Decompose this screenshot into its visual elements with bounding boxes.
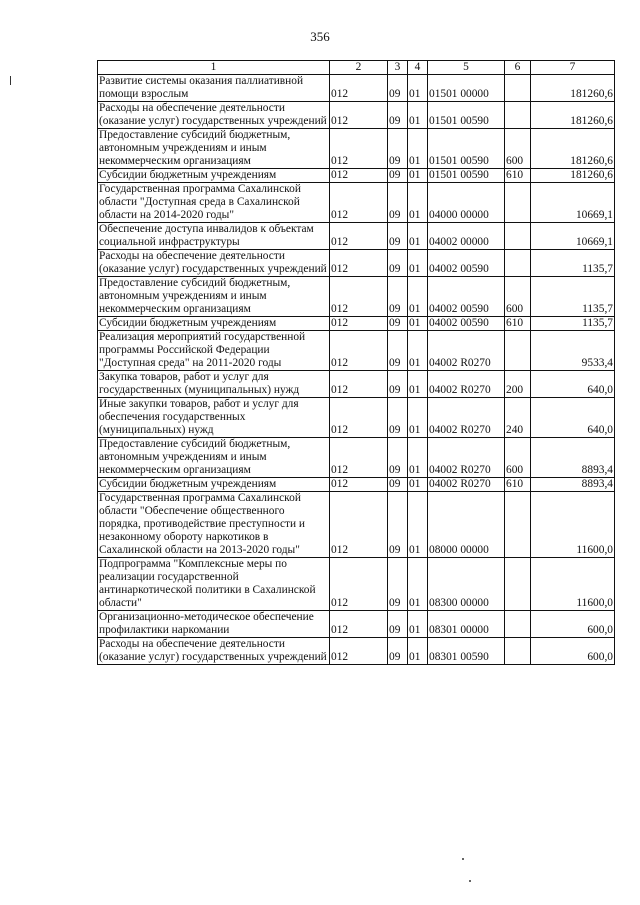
page-number: 356 (310, 29, 330, 44)
target-article-cell: 04002 R0270 (428, 371, 505, 398)
budget-table (97, 60, 615, 665)
section-code-cell: 09 (388, 558, 408, 611)
expense-type-cell (505, 492, 531, 558)
target-article-cell: 04002 R0270 (428, 331, 505, 371)
table-row (98, 398, 615, 438)
section-code-cell: 09 (388, 611, 408, 638)
row-name-cell: Предоставление субсидий бюджетным, автономным учреждениям и иным некоммерческим организациям (98, 438, 330, 478)
column-header: 4 (408, 61, 428, 75)
ministry-code-cell: 012 (330, 169, 388, 183)
column-header: 6 (505, 61, 531, 75)
table-row (98, 250, 615, 277)
expense-type-cell: 200 (505, 371, 531, 398)
row-name-cell: Расходы на обеспечение деятельности (оказание услуг) государственных учреждений (98, 250, 330, 277)
table-row (98, 129, 615, 169)
expense-type-cell (505, 183, 531, 223)
column-header: 3 (388, 61, 408, 75)
section-code-cell: 09 (388, 223, 408, 250)
subsection-code-cell: 01 (408, 371, 428, 398)
ministry-code-cell: 012 (330, 398, 388, 438)
subsection-code-cell: 01 (408, 250, 428, 277)
ministry-code-cell: 012 (330, 317, 388, 331)
row-name-cell: Развитие системы оказания паллиативной помощи взрослым (98, 75, 330, 102)
margin-mark (10, 76, 11, 85)
target-article-cell: 04002 R0270 (428, 398, 505, 438)
amount-cell: 8893,4 (531, 438, 615, 478)
section-code-cell: 09 (388, 169, 408, 183)
subsection-code-cell: 01 (408, 102, 428, 129)
subsection-code-cell: 01 (408, 438, 428, 478)
expense-type-cell (505, 558, 531, 611)
expense-type-cell (505, 223, 531, 250)
subsection-code-cell: 01 (408, 611, 428, 638)
section-code-cell: 09 (388, 398, 408, 438)
amount-cell: 181260,6 (531, 102, 615, 129)
expense-type-cell (505, 250, 531, 277)
row-name-cell: Организационно-методическое обеспечение профилактики наркомании (98, 611, 330, 638)
subsection-code-cell: 01 (408, 75, 428, 102)
target-article-cell: 01501 00590 (428, 102, 505, 129)
row-name-cell: Обеспечение доступа инвалидов к объектам социальной инфраструктуры (98, 223, 330, 250)
expense-type-cell: 610 (505, 169, 531, 183)
ministry-code-cell: 012 (330, 558, 388, 611)
target-article-cell: 01501 00590 (428, 169, 505, 183)
ministry-code-cell: 012 (330, 75, 388, 102)
ministry-code-cell: 012 (330, 183, 388, 223)
amount-cell: 1135,7 (531, 250, 615, 277)
expense-type-cell: 600 (505, 277, 531, 317)
table-row (98, 102, 615, 129)
amount-cell: 600,0 (531, 638, 615, 665)
section-code-cell: 09 (388, 277, 408, 317)
target-article-cell: 04002 00590 (428, 317, 505, 331)
subsection-code-cell: 01 (408, 398, 428, 438)
table-row (98, 638, 615, 665)
target-article-cell: 01501 00000 (428, 75, 505, 102)
table-row (98, 558, 615, 611)
row-name-cell: Реализация мероприятий государственной программы Российской Федерации "Доступная среда" на 2011-2020 годы (98, 331, 330, 371)
target-article-cell: 04000 00000 (428, 183, 505, 223)
ministry-code-cell: 012 (330, 478, 388, 492)
target-article-cell: 08301 00000 (428, 611, 505, 638)
amount-cell: 10669,1 (531, 183, 615, 223)
subsection-code-cell: 01 (408, 277, 428, 317)
section-code-cell: 09 (388, 331, 408, 371)
subsection-code-cell: 01 (408, 169, 428, 183)
row-name-cell: Субсидии бюджетным учреждениям (98, 169, 330, 183)
scan-speck (462, 858, 464, 860)
row-name-cell: Субсидии бюджетным учреждениям (98, 317, 330, 331)
expense-type-cell (505, 102, 531, 129)
column-header: 2 (330, 61, 388, 75)
amount-cell: 181260,6 (531, 75, 615, 102)
expense-type-cell: 610 (505, 317, 531, 331)
ministry-code-cell: 012 (330, 223, 388, 250)
subsection-code-cell: 01 (408, 558, 428, 611)
subsection-code-cell: 01 (408, 478, 428, 492)
table-row (98, 277, 615, 317)
amount-cell: 9533,4 (531, 331, 615, 371)
table-row (98, 75, 615, 102)
expense-type-cell: 600 (505, 129, 531, 169)
ministry-code-cell: 012 (330, 492, 388, 558)
subsection-code-cell: 01 (408, 492, 428, 558)
subsection-code-cell: 01 (408, 223, 428, 250)
amount-cell: 640,0 (531, 398, 615, 438)
subsection-code-cell: 01 (408, 331, 428, 371)
target-article-cell: 08300 00000 (428, 558, 505, 611)
row-name-cell: Подпрограмма "Комплексные меры по реализации государственной антинаркотической политики в Сахалинской области" (98, 558, 330, 611)
target-article-cell: 04002 R0270 (428, 478, 505, 492)
row-name-cell: Субсидии бюджетным учреждениям (98, 478, 330, 492)
section-code-cell: 09 (388, 438, 408, 478)
ministry-code-cell: 012 (330, 371, 388, 398)
section-code-cell: 09 (388, 75, 408, 102)
section-code-cell: 09 (388, 317, 408, 331)
amount-cell: 640,0 (531, 371, 615, 398)
subsection-code-cell: 01 (408, 183, 428, 223)
column-header: 1 (98, 61, 330, 75)
expense-type-cell (505, 611, 531, 638)
table-row (98, 317, 615, 331)
table-row (98, 169, 615, 183)
amount-cell: 11600,0 (531, 492, 615, 558)
ministry-code-cell: 012 (330, 102, 388, 129)
amount-cell: 1135,7 (531, 277, 615, 317)
section-code-cell: 09 (388, 102, 408, 129)
target-article-cell: 08301 00590 (428, 638, 505, 665)
table-row (98, 331, 615, 371)
column-header: 5 (428, 61, 505, 75)
target-article-cell: 04002 00000 (428, 223, 505, 250)
subsection-code-cell: 01 (408, 129, 428, 169)
ministry-code-cell: 012 (330, 638, 388, 665)
expense-type-cell: 600 (505, 438, 531, 478)
table-row (98, 492, 615, 558)
ministry-code-cell: 012 (330, 277, 388, 317)
target-article-cell: 08000 00000 (428, 492, 505, 558)
target-article-cell: 04002 00590 (428, 250, 505, 277)
table-row (98, 478, 615, 492)
table-row (98, 438, 615, 478)
row-name-cell: Иные закупки товаров, работ и услуг для обеспечения государственных (муниципальных) нужд (98, 398, 330, 438)
amount-cell: 600,0 (531, 611, 615, 638)
section-code-cell: 09 (388, 183, 408, 223)
expense-type-cell: 610 (505, 478, 531, 492)
row-name-cell: Расходы на обеспечение деятельности (оказание услуг) государственных учреждений (98, 638, 330, 665)
row-name-cell: Расходы на обеспечение деятельности (оказание услуг) государственных учреждений (98, 102, 330, 129)
target-article-cell: 04002 R0270 (428, 438, 505, 478)
row-name-cell: Предоставление субсидий бюджетным, автономным учреждениям и иным некоммерческим организациям (98, 277, 330, 317)
column-header: 7 (531, 61, 615, 75)
expense-type-cell (505, 75, 531, 102)
amount-cell: 181260,6 (531, 129, 615, 169)
table-row (98, 183, 615, 223)
section-code-cell: 09 (388, 492, 408, 558)
ministry-code-cell: 012 (330, 129, 388, 169)
expense-type-cell: 240 (505, 398, 531, 438)
ministry-code-cell: 012 (330, 250, 388, 277)
subsection-code-cell: 01 (408, 317, 428, 331)
row-name-cell: Государственная программа Сахалинской области "Обеспечение общественного порядка, противодействие преступности и незаконному обороту наркотиков в Сахалинской области на 2013-2020 годы" (98, 492, 330, 558)
ministry-code-cell: 012 (330, 331, 388, 371)
amount-cell: 11600,0 (531, 558, 615, 611)
scan-speck (469, 880, 471, 882)
row-name-cell: Предоставление субсидий бюджетным, автономным учреждениям и иным некоммерческим организациям (98, 129, 330, 169)
expense-type-cell (505, 638, 531, 665)
expense-type-cell (505, 331, 531, 371)
subsection-code-cell: 01 (408, 638, 428, 665)
section-code-cell: 09 (388, 129, 408, 169)
table-row (98, 223, 615, 250)
row-name-cell: Государственная программа Сахалинской области "Доступная среда в Сахалинской области на 2014-2020 годы" (98, 183, 330, 223)
ministry-code-cell: 012 (330, 438, 388, 478)
section-code-cell: 09 (388, 478, 408, 492)
section-code-cell: 09 (388, 371, 408, 398)
section-code-cell: 09 (388, 250, 408, 277)
amount-cell: 1135,7 (531, 317, 615, 331)
row-name-cell: Закупка товаров, работ и услуг для государственных (муниципальных) нужд (98, 371, 330, 398)
target-article-cell: 01501 00590 (428, 129, 505, 169)
target-article-cell: 04002 00590 (428, 277, 505, 317)
amount-cell: 10669,1 (531, 223, 615, 250)
table-row (98, 611, 615, 638)
table-row (98, 371, 615, 398)
amount-cell: 181260,6 (531, 169, 615, 183)
ministry-code-cell: 012 (330, 611, 388, 638)
header-row (98, 61, 615, 75)
amount-cell: 8893,4 (531, 478, 615, 492)
section-code-cell: 09 (388, 638, 408, 665)
